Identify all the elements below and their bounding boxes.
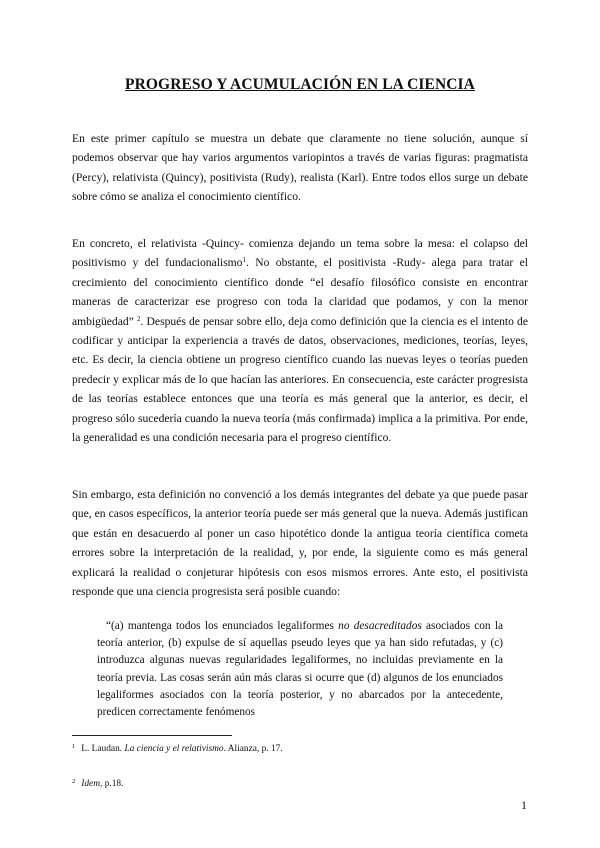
quote-text: asociados con la teoría anterior, (b) expulse de sí aquellas pseudo leyes que ya han sido refutadas, y (c) introduzca algunas nuevas regularidades legaliformes, no incluidas previamente en la teoría previa. Las cosas serán aún más claras si ocurre que (d) algunos de los enunciados legaliformes asociados con la teoría posterior, y no abarcados por la antecedente, predicen correctamente fenómenos: [97, 620, 504, 719]
paragraph-text: En concreto, el relativista -Quincy- comienza dejando un tema sobre la mesa: el colapso del positivismo y del fundacionalismo: [72, 237, 528, 270]
footnote-work: La ciencia y el relativismo: [124, 744, 224, 754]
footnote-author: L. Laudan.: [81, 744, 125, 754]
footnote-mark: 2: [72, 778, 76, 785]
paragraph-text: . Después de pensar sobre ello, deja como definición que la ciencia es el intento de codificar y anticipar la experiencia a través de datos, observaciones, mediciones, teorías, leyes, etc. Es decir, la ciencia obtiene un progreso científico cuando las nuevas leyes o teorías pueden predecir y explicar más de lo que hacían las anteriores. En consecuencia, este carácter progresista de las teorías establece entonces que una teoría es más general que la anterior, es decir, el progreso sólo sucedería cuando la nueva teoría (más confirmada) implica a la primitiva. Por ende, la generalidad es una condición necesaria para el progreso científico.: [72, 314, 528, 445]
footnote-separator: [72, 735, 232, 736]
quote-text: “(a) mantenga todos los enunciados legaliformes: [106, 620, 339, 632]
block-quote: [97, 618, 503, 721]
paragraph-definition: [72, 234, 528, 447]
footnote-ref: 1: [242, 256, 246, 265]
paragraph-intro: En este primer capítulo se muestra un debate que claramente no tiene solución, aunque sí podemos observar que hay varios argumentos variopintos a través de varias figuras: pragmatista (Percy), relativista (Quincy), positivista (Rudy), realista (Karl). Entre todos ellos surge un debate sobre cómo se analiza el conocimiento científico.: [72, 132, 528, 204]
footnote-work: Idem: [81, 779, 100, 789]
footnote-1: [72, 741, 528, 755]
quote-emphasis: no desacreditados: [338, 620, 422, 632]
page-number: 1: [521, 798, 527, 812]
footnote-rest: . Alianza, p. 17.: [223, 744, 283, 754]
footnote-mark: 1: [72, 743, 76, 750]
footnote-rest: , p.18.: [100, 779, 124, 789]
footnote-2: [72, 776, 528, 790]
footnote-ref: 2: [136, 314, 141, 323]
page-title: PROGRESO Y ACUMULACIÓN EN LA CIENCIA: [125, 76, 475, 93]
paragraph-objection: Sin embargo, esta definición no convenció a los demás integrantes del debate ya que puede pasar que, en casos específicos, la anterior teoría puede ser más general que la nueva. Además justifican que están en desacuerdo al poner un caso hipotético donde la antigua teoría científica cometa errores sobre la interpretación de la realidad, y, por ende, la siguiente como es más general explicará la realidad o conjeturar hipótesis con esos mismos errores. Ante esto, el positivista responde que una ciencia progresista será posible cuando:: [72, 488, 528, 599]
paragraph-text: . No obstante, el positivista -Rudy- alega para tratar el crecimiento del conocimiento científico donde “el desafío filosófico consiste en encontrar maneras de caracterizar ese progreso con toda la claridad que podamos, y con la menor ambigüedad”: [72, 256, 529, 328]
